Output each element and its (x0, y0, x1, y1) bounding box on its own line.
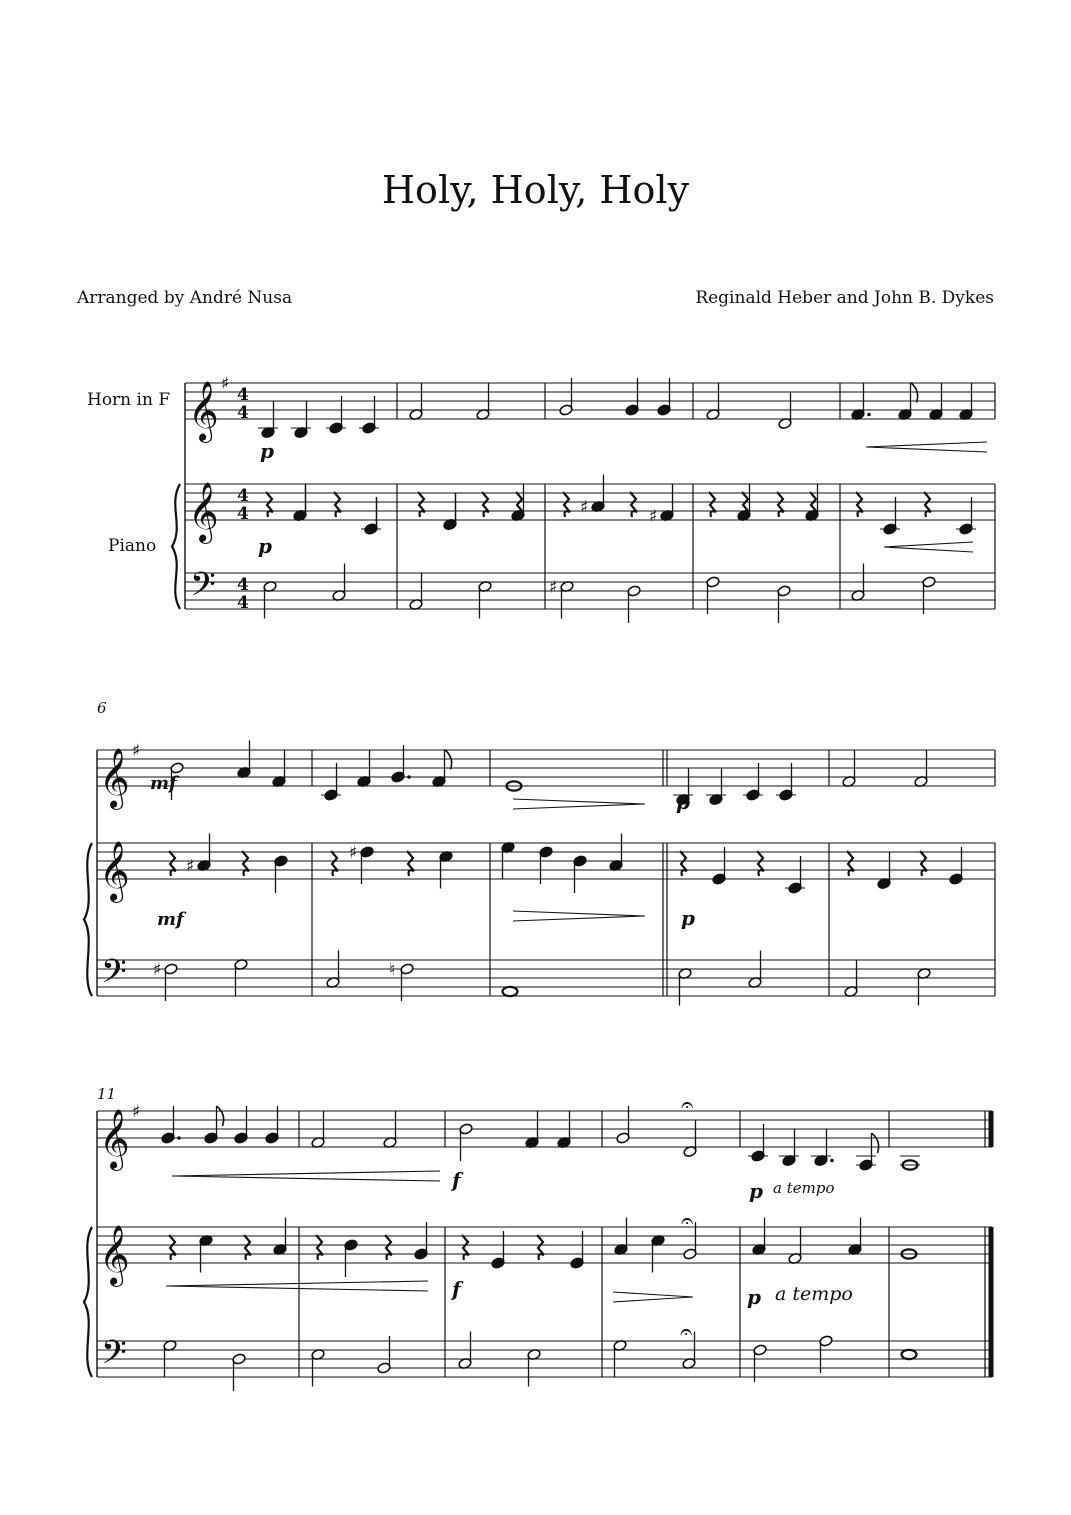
decrescendo-hairpin (513, 799, 645, 809)
key-signature-sharp-icon: ♯ (132, 1102, 141, 1122)
measure-number: 11 (97, 1085, 117, 1103)
quarter-rest (334, 492, 341, 517)
time-signature-top: 4 (237, 486, 249, 506)
quarter-rest (169, 1235, 176, 1260)
treble-clef-icon: 𝄞 (188, 381, 219, 441)
treble-clef-icon: 𝄞 (99, 748, 130, 808)
piano-brace (172, 484, 180, 609)
quarter-rest (169, 851, 176, 876)
piano-brace (84, 843, 92, 996)
treble-clef-icon: 𝄞 (99, 841, 130, 901)
accidental-sharp-icon: ♯ (649, 506, 658, 527)
accidental-sharp-icon: ♯ (580, 497, 589, 518)
bass-clef-icon: 𝄢 (101, 953, 127, 999)
dynamic-mf: mf (157, 909, 184, 930)
quarter-rest (316, 1235, 323, 1260)
quarter-rest (630, 492, 637, 517)
crescendo-hairpin (172, 1171, 440, 1181)
quarter-rest (777, 492, 784, 517)
key-signature-sharp-icon: ♯ (132, 741, 141, 761)
whole-note (902, 1350, 917, 1359)
accidental-sharp-icon: ♯ (349, 843, 358, 863)
note-dot (177, 1136, 181, 1140)
instrument-label-piano: Piano (108, 536, 157, 556)
time-signature-bottom: 4 (237, 593, 249, 613)
accidental-sharp-icon: ♯ (186, 856, 195, 877)
quarter-rest (924, 492, 931, 517)
crescendo-hairpin (166, 1281, 428, 1291)
accidental-sharp-icon: ♯ (153, 960, 162, 980)
quarter-rest (680, 851, 687, 876)
arranger-credit: Arranged by André Nusa (77, 288, 293, 308)
tempo-marking: a tempo (773, 1179, 835, 1197)
quarter-rest (563, 492, 570, 517)
composer-credit: Reginald Heber and John B. Dykes (695, 288, 994, 308)
dynamic-p: p (260, 439, 274, 463)
fermata-icon: 𝄐 (681, 1209, 694, 1234)
quarter-rest (242, 851, 249, 876)
dynamic-p: p (749, 1179, 763, 1203)
quarter-rest (920, 851, 927, 876)
dynamic-f: f (452, 1277, 461, 1301)
fermata-icon: 𝄐 (681, 1093, 694, 1118)
dynamic-mf: mf (150, 773, 177, 794)
whole-note (503, 987, 518, 996)
quarter-rest (856, 492, 863, 517)
quarter-rest (462, 1235, 469, 1260)
decrescendo-hairpin (613, 1292, 693, 1302)
crescendo-hairpin (884, 542, 973, 552)
time-signature-top: 4 (237, 575, 249, 595)
time-signature-bottom: 4 (237, 403, 249, 423)
time-signature-top: 4 (237, 385, 249, 405)
piano-brace (84, 1227, 92, 1377)
fermata-icon: 𝄐 (680, 1320, 693, 1345)
note-flag (872, 1133, 879, 1153)
tempo-marking: a tempo (775, 1283, 853, 1305)
quarter-rest (537, 1235, 544, 1260)
quarter-rest (385, 1235, 392, 1260)
treble-clef-icon: 𝄞 (188, 482, 219, 542)
dynamic-p: p (676, 790, 690, 814)
decrescendo-hairpin (513, 911, 645, 921)
quarter-rest (244, 1235, 251, 1260)
instrument-label-horn: Horn in F (87, 390, 171, 410)
accidental-natural-icon: ♮ (389, 960, 396, 980)
note-dot (867, 413, 871, 417)
quarter-rest (709, 492, 716, 517)
quarter-rest (482, 492, 489, 517)
quarter-rest (418, 492, 425, 517)
bass-clef-icon: 𝄢 (101, 1334, 127, 1380)
treble-clef-icon: 𝄞 (99, 1225, 130, 1285)
quarter-rest (757, 851, 764, 876)
treble-clef-icon: 𝄞 (99, 1109, 130, 1169)
note-flag (217, 1106, 224, 1126)
quarter-rest (407, 851, 414, 876)
note-dot (830, 1159, 834, 1163)
quarter-rest (331, 851, 338, 876)
crescendo-hairpin (866, 442, 987, 452)
note-dot (407, 775, 411, 779)
quarter-rest (266, 492, 273, 517)
accidental-sharp-icon: ♯ (549, 577, 558, 598)
quarter-rest (847, 851, 854, 876)
dynamic-p: p (747, 1285, 761, 1309)
time-signature-bottom: 4 (237, 504, 249, 524)
dynamic-p: p (258, 534, 272, 558)
page-title: Holy, Holy, Holy (381, 168, 690, 212)
dynamic-p: p (681, 906, 695, 930)
dynamic-f: f (452, 1168, 461, 1192)
measure-number: 6 (97, 699, 107, 717)
bass-clef-icon: 𝄢 (190, 566, 216, 612)
key-signature-sharp-icon: ♯ (221, 374, 230, 394)
